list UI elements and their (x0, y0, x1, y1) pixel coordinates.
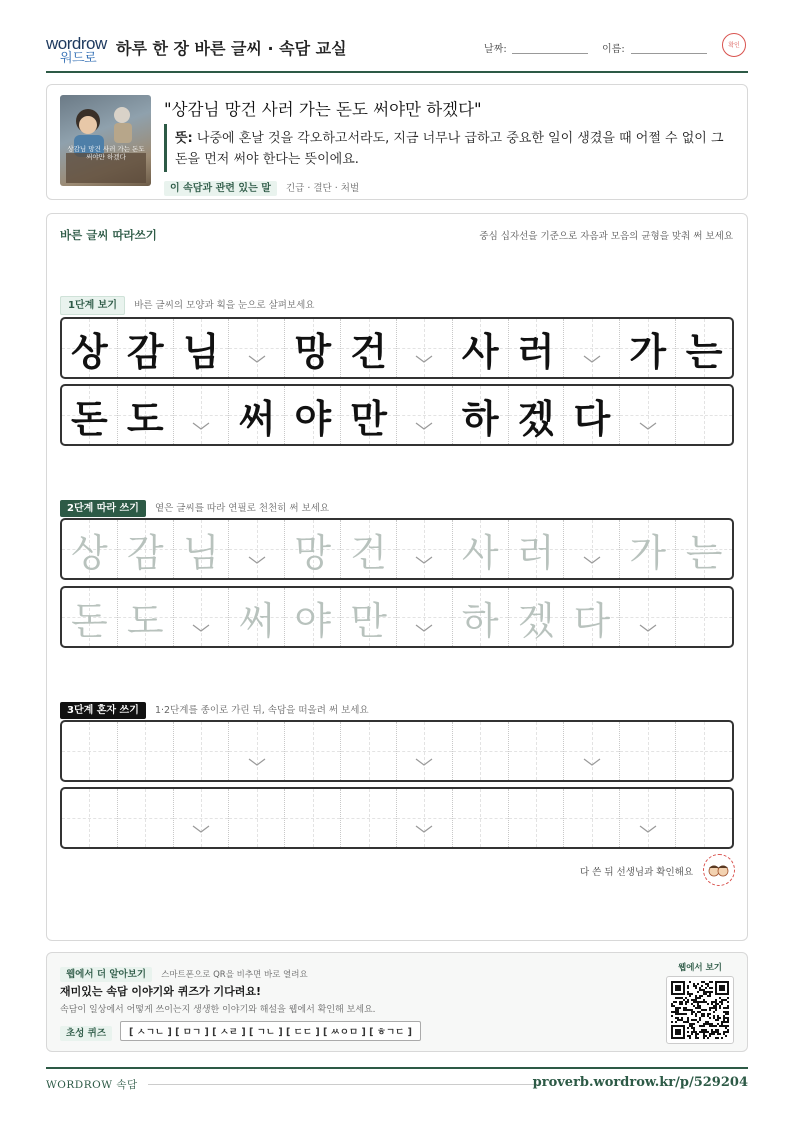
grid-cell (174, 386, 230, 444)
step1-desc: 바른 글씨의 모양과 획을 눈으로 살펴보세요 (134, 300, 315, 311)
space-mark-icon (415, 597, 433, 641)
space-mark-icon (415, 797, 433, 842)
web-tag: 웹에서 더 알아보기 (60, 967, 152, 982)
grid-cell[interactable] (341, 520, 397, 578)
quiz-label: 초성 퀴즈 (60, 1026, 112, 1041)
related-tag: 이 속담과 관련 있는 말 (164, 181, 277, 196)
meaning-accent-bar (164, 124, 167, 172)
space-mark-icon (192, 597, 210, 641)
grid-cell[interactable] (676, 588, 732, 646)
grid-char: 감 (126, 530, 164, 575)
footer-divider (46, 1067, 748, 1069)
step3-badge: 3단계 혼자 쓰기 (60, 702, 146, 719)
meaning-block (175, 128, 735, 170)
qr-code[interactable] (666, 976, 734, 1044)
logo (46, 34, 107, 65)
quiz-row (60, 1021, 112, 1040)
web-tag-desc: 스마트폰으로 QR을 비추면 바로 열려요 (161, 970, 308, 980)
grid-char: 님 (182, 328, 220, 374)
grid-cell[interactable] (397, 789, 453, 847)
grid-char: 러 (517, 530, 555, 575)
grid-cell[interactable] (564, 520, 620, 578)
qr-code-icon (671, 981, 729, 1039)
grid-cell[interactable] (676, 789, 732, 847)
footer-url[interactable]: proverb.wordrow.kr/p/529204 (532, 1075, 748, 1090)
grid-cell[interactable] (341, 588, 397, 646)
proverb-illustration (60, 95, 151, 186)
grid-cell (174, 319, 230, 377)
grid-cell (620, 386, 676, 444)
web-tag-row (60, 962, 308, 981)
step2-row-2[interactable] (60, 586, 734, 648)
grid-cell[interactable] (564, 722, 620, 780)
space-mark-icon (583, 730, 601, 775)
grid-cell[interactable] (174, 722, 230, 780)
grid-char: 는 (685, 530, 723, 575)
step2-desc: 옅은 글씨를 따라 연필로 천천히 써 보세요 (154, 503, 330, 514)
related-row (164, 176, 359, 195)
grid-char: 러 (517, 328, 555, 374)
date-field[interactable] (512, 53, 588, 54)
step3-desc: 1·2단계를 종이로 가린 뒤, 속담을 떠올려 써 보세요 (154, 705, 369, 716)
grid-char: 사 (461, 530, 499, 575)
grid-cell (453, 386, 509, 444)
grid-cell[interactable] (509, 520, 565, 578)
grid-cell[interactable] (453, 789, 509, 847)
grid-char: 겠 (517, 395, 555, 441)
grid-cell (118, 386, 174, 444)
grid-char: 다 (573, 395, 611, 441)
grid-cell[interactable] (62, 789, 118, 847)
page-title: 하루 한 장 바른 글씨 · 속담 교실 (116, 39, 347, 58)
logo-sub: 워드로 (60, 50, 97, 65)
space-mark-icon (639, 597, 657, 641)
grid-cell[interactable] (564, 789, 620, 847)
grid-char: 돈 (71, 395, 108, 441)
grid-cell[interactable] (62, 520, 118, 578)
grid-cell (397, 386, 453, 444)
grid-cell[interactable] (229, 789, 285, 847)
grid-cell (341, 319, 397, 377)
grid-cell[interactable] (229, 722, 285, 780)
grid-cell[interactable] (118, 722, 174, 780)
illustration-caption: 상감님 망건 사러 가는 돈도 써야만 하겠다 (67, 145, 145, 161)
grid-cell (620, 319, 676, 377)
space-mark-icon (248, 730, 266, 775)
space-mark-icon (583, 529, 601, 573)
practice-hint: 중심 십자선을 기준으로 자음과 모음의 균형을 맞춰 써 보세요 (479, 231, 733, 242)
date-label: 날짜: (484, 44, 507, 55)
header-divider (46, 71, 748, 73)
space-mark-icon (192, 797, 210, 842)
grid-cell (229, 386, 285, 444)
grid-cell (509, 319, 565, 377)
grid-cell[interactable] (676, 520, 732, 578)
grid-cell[interactable] (62, 588, 118, 646)
grid-char: 건 (350, 328, 387, 374)
grid-char: 망 (294, 328, 332, 374)
confirm-stamp-icon: 확인 (722, 33, 746, 57)
grid-cell[interactable] (397, 588, 453, 646)
space-mark-icon (639, 394, 657, 439)
illustration-image (60, 95, 151, 186)
grid-cell (118, 319, 174, 377)
grid-cell[interactable] (509, 789, 565, 847)
grid-cell[interactable] (397, 520, 453, 578)
grid-cell[interactable] (285, 520, 341, 578)
web-headline: 재미있는 속담 이야기와 퀴즈가 기다려요! (60, 985, 261, 998)
space-mark-icon (248, 327, 266, 372)
space-mark-icon (639, 797, 657, 842)
grid-char: 하 (461, 598, 499, 643)
grid-cell[interactable] (285, 789, 341, 847)
step1-badge: 1단계 보기 (60, 296, 125, 315)
space-mark-icon (248, 529, 266, 573)
grid-char: 가 (629, 328, 667, 374)
grid-char: 상 (71, 328, 108, 374)
grid-cell (676, 319, 732, 377)
step1-row-1 (60, 317, 734, 379)
grid-cell[interactable] (118, 789, 174, 847)
step2-header (60, 496, 329, 515)
proverb-text: "상감님 망건 사러 가는 돈도 써야만 하겠다" (164, 100, 482, 119)
grid-char: 건 (350, 530, 387, 575)
practice-title: 바른 글씨 따라쓰기 (60, 228, 157, 242)
space-mark-icon (583, 327, 601, 372)
grid-cell (62, 386, 118, 444)
grid-char: 망 (294, 530, 332, 575)
footer-line (148, 1084, 538, 1085)
grid-cell[interactable] (118, 588, 174, 646)
grid-char: 도 (126, 598, 164, 643)
grid-cell[interactable] (62, 722, 118, 780)
grid-cell (676, 386, 732, 444)
step1-row-2 (60, 384, 734, 446)
grid-cell[interactable] (620, 520, 676, 578)
grid-cell[interactable] (620, 789, 676, 847)
teacher-stamp-icon (703, 854, 735, 886)
step3-header (60, 698, 369, 717)
grid-cell[interactable] (285, 722, 341, 780)
grid-cell[interactable] (564, 588, 620, 646)
grid-cell[interactable] (397, 722, 453, 780)
grid-char: 겠 (517, 598, 555, 643)
grid-char: 써 (238, 395, 276, 441)
grid-char: 님 (182, 530, 220, 575)
grid-cell[interactable] (229, 520, 285, 578)
grid-cell (341, 386, 397, 444)
space-mark-icon (415, 529, 433, 573)
grid-char: 도 (126, 395, 164, 441)
grid-cell[interactable] (174, 520, 230, 578)
name-field[interactable] (631, 53, 707, 54)
footer-brand: WORDROW 속담 (46, 1079, 138, 1091)
grid-cell[interactable] (620, 588, 676, 646)
step2-badge: 2단계 따라 쓰기 (60, 500, 146, 517)
grid-cell[interactable] (341, 789, 397, 847)
grid-cell[interactable] (174, 789, 230, 847)
grid-cell[interactable] (453, 588, 509, 646)
grid-char: 야 (294, 598, 332, 643)
space-mark-icon (415, 327, 433, 372)
grid-cell[interactable] (229, 588, 285, 646)
grid-cell[interactable] (285, 588, 341, 646)
grid-cell[interactable] (509, 588, 565, 646)
grid-char: 야 (294, 395, 332, 441)
grid-cell[interactable] (341, 722, 397, 780)
check-text: 다 쓴 뒤 선생님과 확인해요 (579, 867, 693, 878)
grid-cell (397, 319, 453, 377)
name-label: 이름: (602, 44, 625, 55)
grid-cell[interactable] (174, 588, 230, 646)
grid-char: 는 (685, 328, 723, 374)
grid-char: 만 (350, 598, 387, 643)
grid-char: 돈 (71, 598, 108, 643)
grid-char: 가 (629, 530, 667, 575)
teacher-face-icon (704, 855, 733, 884)
quiz-value: [ ㅅㄱㄴ ] [ ㅁㄱ ] [ ㅅㄹ ] [ ㄱㄴ ] [ ㄷㄷ ] [ ㅆㅇㅁ ] [ ㅎㄱㄷ ] (120, 1021, 421, 1041)
qr-label: 웹에서 보기 (678, 963, 723, 973)
related-words: 긴급 · 결단 · 처벌 (285, 183, 360, 194)
meaning-text: 나중에 혼날 것을 각오하고서라도, 지금 너무나 급하고 중요한 일이 생겼을 때 어쩔 수 없이 그 돈을 먼저 써야 한다는 뜻이에요. (175, 131, 724, 167)
step3-row-2[interactable] (60, 787, 734, 849)
grid-cell (62, 319, 118, 377)
grid-char: 감 (126, 328, 164, 374)
grid-cell[interactable] (676, 722, 732, 780)
grid-cell (285, 386, 341, 444)
meaning-label: 뜻: (175, 131, 193, 146)
grid-cell[interactable] (509, 722, 565, 780)
grid-char: 다 (573, 598, 611, 643)
grid-cell (453, 319, 509, 377)
logo-main: wordrow (46, 34, 107, 53)
grid-cell[interactable] (620, 722, 676, 780)
step3-row-1[interactable] (60, 720, 734, 782)
grid-cell[interactable] (453, 722, 509, 780)
grid-char: 하 (461, 395, 499, 441)
grid-char: 만 (350, 395, 387, 441)
space-mark-icon (415, 730, 433, 775)
step2-row-1[interactable] (60, 518, 734, 580)
grid-cell (564, 319, 620, 377)
space-mark-icon (415, 394, 433, 439)
grid-char: 상 (71, 530, 108, 575)
grid-cell (564, 386, 620, 444)
step1-header (60, 293, 314, 312)
grid-char: 써 (238, 598, 276, 643)
grid-cell (285, 319, 341, 377)
grid-char: 사 (461, 328, 499, 374)
grid-cell (229, 319, 285, 377)
grid-cell[interactable] (118, 520, 174, 578)
web-desc: 속담이 일상에서 어떻게 쓰이는지 생생한 이야기와 해설을 웹에서 확인해 보세요. (60, 1005, 376, 1015)
grid-cell (509, 386, 565, 444)
grid-cell[interactable] (453, 520, 509, 578)
space-mark-icon (192, 394, 210, 439)
